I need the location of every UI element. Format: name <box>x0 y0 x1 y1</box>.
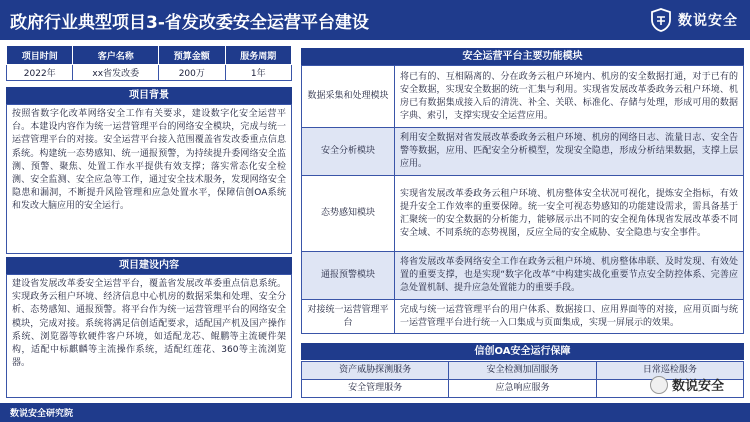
oa-service-cell: 应急响应服务 <box>449 380 596 398</box>
module-row <box>302 252 744 300</box>
watermark-text: 数说安全 <box>672 379 725 394</box>
oa-service-cell: 资产威胁探测服务 <box>302 362 449 380</box>
info-value-cell: 2022年 <box>7 65 73 81</box>
info-header-cell: 服务周期 <box>225 46 291 65</box>
footer-bar <box>0 403 750 422</box>
brand-logo <box>650 7 738 33</box>
project-info-table <box>6 45 292 81</box>
oa-title: 信创OA安全运行保障 <box>301 343 744 360</box>
account-avatar-icon <box>650 376 668 394</box>
content-title: 项目建设内容 <box>6 257 292 274</box>
content-text: 建设省发展改革委安全运营平台，覆盖省发展改革委重点信息系统。实现政务云租户环境、经济信息中心机房的数据采集和处理、安全分析、态势感知、通报预警。将平台作为统一运营管理平台的网络安全模块，完成对接。系统将满足信创适配要求，适配国产机及国产操作系统、浏览器等软硬件客户环境，如适配龙芯、鲲鹏等主流硬件架构，适配中标麒麟等主流操作系统，适配红莲花、360等主流浏览器。 <box>6 274 292 398</box>
page-title: 政府行业典型项目3-省发改委安全运营平台建设 <box>10 13 369 33</box>
info-header-cell: 项目时间 <box>7 46 73 65</box>
brand-name: 数说安全 <box>678 13 738 29</box>
module-row <box>302 66 744 128</box>
module-desc: 完成与统一运营管理平台的用户体系、数据接口、应用界面等的对接，应用页面与统一运营管理平台进行统一入口集成与页面集成，实现一屏展示的效果。 <box>395 300 744 334</box>
info-header-cell: 预算金额 <box>159 46 225 65</box>
info-header-cell: 客户名称 <box>73 46 159 65</box>
info-value-cell: xx省发改委 <box>73 65 159 81</box>
modules-title: 安全运营平台主要功能模块 <box>301 48 744 65</box>
module-row <box>302 300 744 334</box>
shield-icon <box>650 8 672 32</box>
module-desc: 实现省发展改革委政务云租户环境、机房整体安全状况可视化，提炼安全指标，有效提升安全工作效率的重要保障。统一安全可视态势感知的功能建设需求，需具备基于汇聚统一的安全数据的分析能力，能够展示出不同的安全视角体现省发展改革委不同安全域、不同系统的态势视图，反应全局的安全威胁、安全隐患与安全事件。 <box>395 176 744 252</box>
info-header-row <box>7 46 292 65</box>
background-title: 项目背景 <box>6 87 292 104</box>
info-value-cell: 200万 <box>159 65 225 81</box>
header-bar <box>0 0 750 40</box>
module-desc: 将已有的、互相隔离的、分在政务云租户环境内、机房的安全数据打通，对于已有的安全数据，实现安全数据的统一汇集与利用。实现省发展改革委政务云租户环境、机房已有数据集成接入后的清洗、补全、关联、标准化、存储与处理，形成可用的数据字典、索引，支撑实现安全运营应用。 <box>395 66 744 128</box>
module-row <box>302 176 744 252</box>
oa-service-cell: 日常巡检服务 <box>597 362 744 380</box>
info-value-row <box>7 65 292 81</box>
footer-text: 数说安全研究院 <box>10 409 74 419</box>
oa-service-cell: 安全管理服务 <box>302 380 449 398</box>
module-name: 态势感知模块 <box>302 176 395 252</box>
module-name: 数据采集和处理模块 <box>302 66 395 128</box>
module-name: 安全分析模块 <box>302 128 395 176</box>
module-desc: 将省发展改革委网络安全工作在政务云租户环境、机房整体串联、及时发现、有效处置的重要支撑，也是实现“数字化改革”中构建实战化重要节点安全防控体系、完善应急处置机制、提升应急处置能力的重要手段。 <box>395 252 744 300</box>
module-desc: 利用安全数据对省发展改革委政务云租户环境、机房的网络日志、流量日志、安全告警等数据，应用、匹配安全分析模型，发现安全隐患，形成分析结果数据，支撑上层应用。 <box>395 128 744 176</box>
oa-service-cell: 安全检测加固服务 <box>449 362 596 380</box>
info-value-cell: 1年 <box>225 65 291 81</box>
watermark <box>650 375 724 394</box>
module-row <box>302 128 744 176</box>
modules-table <box>301 65 744 334</box>
module-name: 对接统一运营管理平台 <box>302 300 395 334</box>
background-text: 按照省数字化改革网络安全工作有关要求，建设数字化安全运营平台。本建设内容作为统一运营管理平台的网络安全模块，完成与统一运营管理平台的对接。安全运营平台接入范围覆盖省发改委重点信息系统。构建统一态势感知、统一通报预警，为持续提升委网络安全监测、预警、聚焦、处置工作水平提供有效支撑；落实常态化安全检测、安全监测、安全应急等工作，通过安全技术服务，发现网络安全隐患和漏洞，不断提升风险管理和应急处置水平，保障信创OA系统和发改大脑应用的安全运行。 <box>6 104 292 254</box>
module-name: 通报预警模块 <box>302 252 395 300</box>
